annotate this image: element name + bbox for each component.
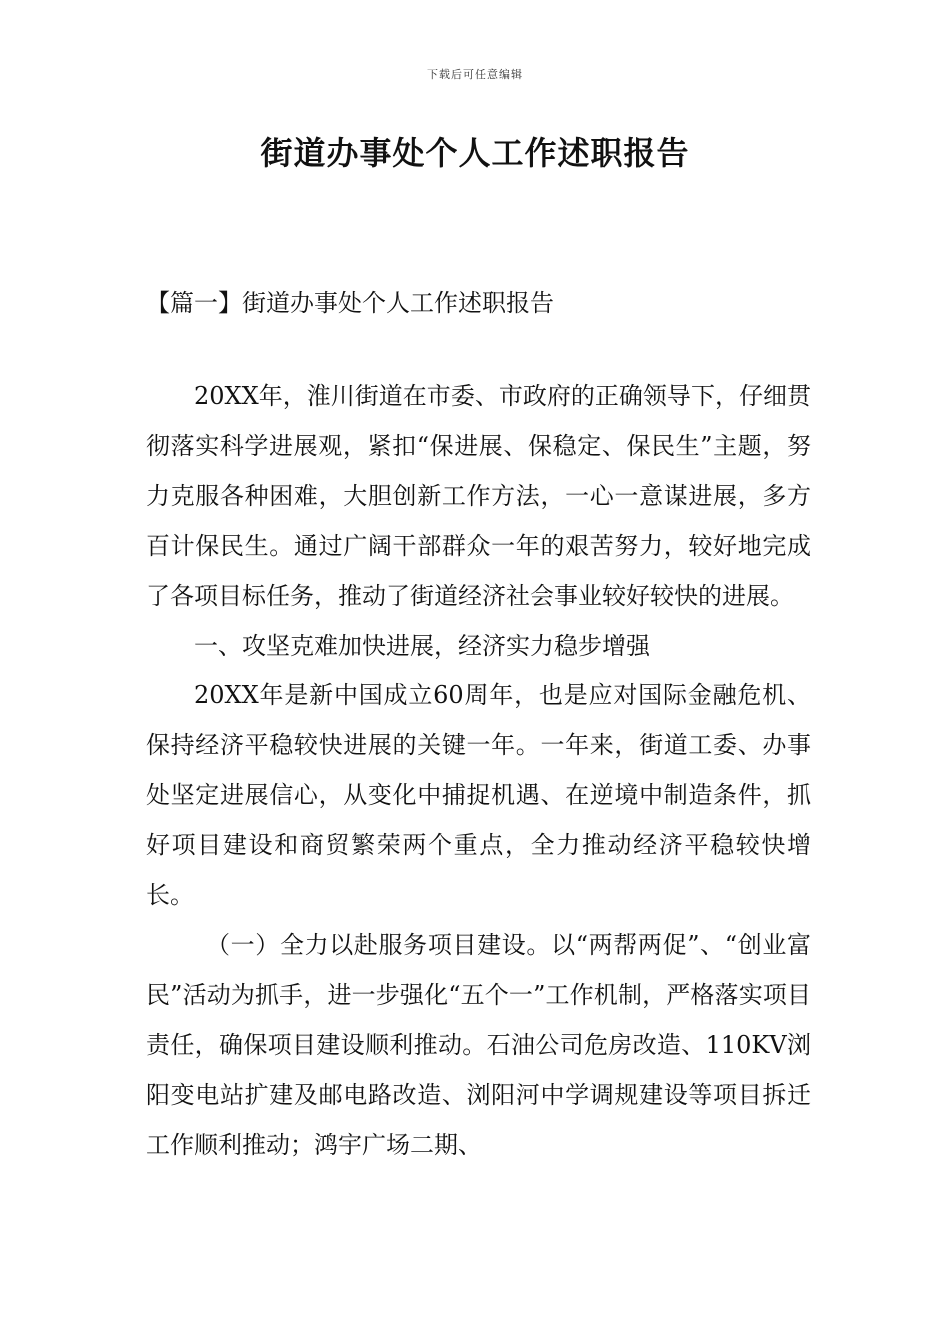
section-heading: 【篇一】街道办事处个人工作述职报告 bbox=[146, 289, 554, 317]
document-title: 街道办事处个人工作述职报告 bbox=[260, 134, 690, 172]
header-note: 下载后可任意编辑 bbox=[427, 68, 523, 81]
paragraph-subsection-one: （一）全力以赴服务项目建设。以“两帮两促”、“创业富民”活动为抓手，进一步强化“五个一”工作机制，严格落实项目责任，确保项目建设顺利推动。石油公司危房改造、110KV浏阳变电站扩建及邮电路改造、浏阳河中学调规建设等项目拆迁工作顺利推动；鸿宇广场二期、 bbox=[146, 930, 811, 1159]
document-body bbox=[146, 372, 811, 1171]
paragraph-overview: 20XX年是新中国成立60周年，也是应对国际金融危机、保持经济平稳较快进展的关键一年。一年来，街道工委、办事处坚定进展信心，从变化中捕捉机遇、在逆境中制造条件，抓好项目建设和商贸繁荣两个重点，全力推动经济平稳较快增长。 bbox=[146, 681, 811, 910]
paragraph-intro: 20XX年，淮川街道在市委、市政府的正确领导下，仔细贯彻落实科学进展观，紧扣“保进展、保稳定、保民生”主题，努力克服各种困难，大胆创新工作方法，一心一意谋进展，多方百计保民生。通过广阔干部群众一年的艰苦努力，较好地完成了各项目标任务，推动了街道经济社会事业较好较快的进展。 bbox=[146, 382, 811, 610]
paragraph-heading-one: 一、攻坚克难加快进展，经济实力稳步增强 bbox=[194, 631, 650, 660]
